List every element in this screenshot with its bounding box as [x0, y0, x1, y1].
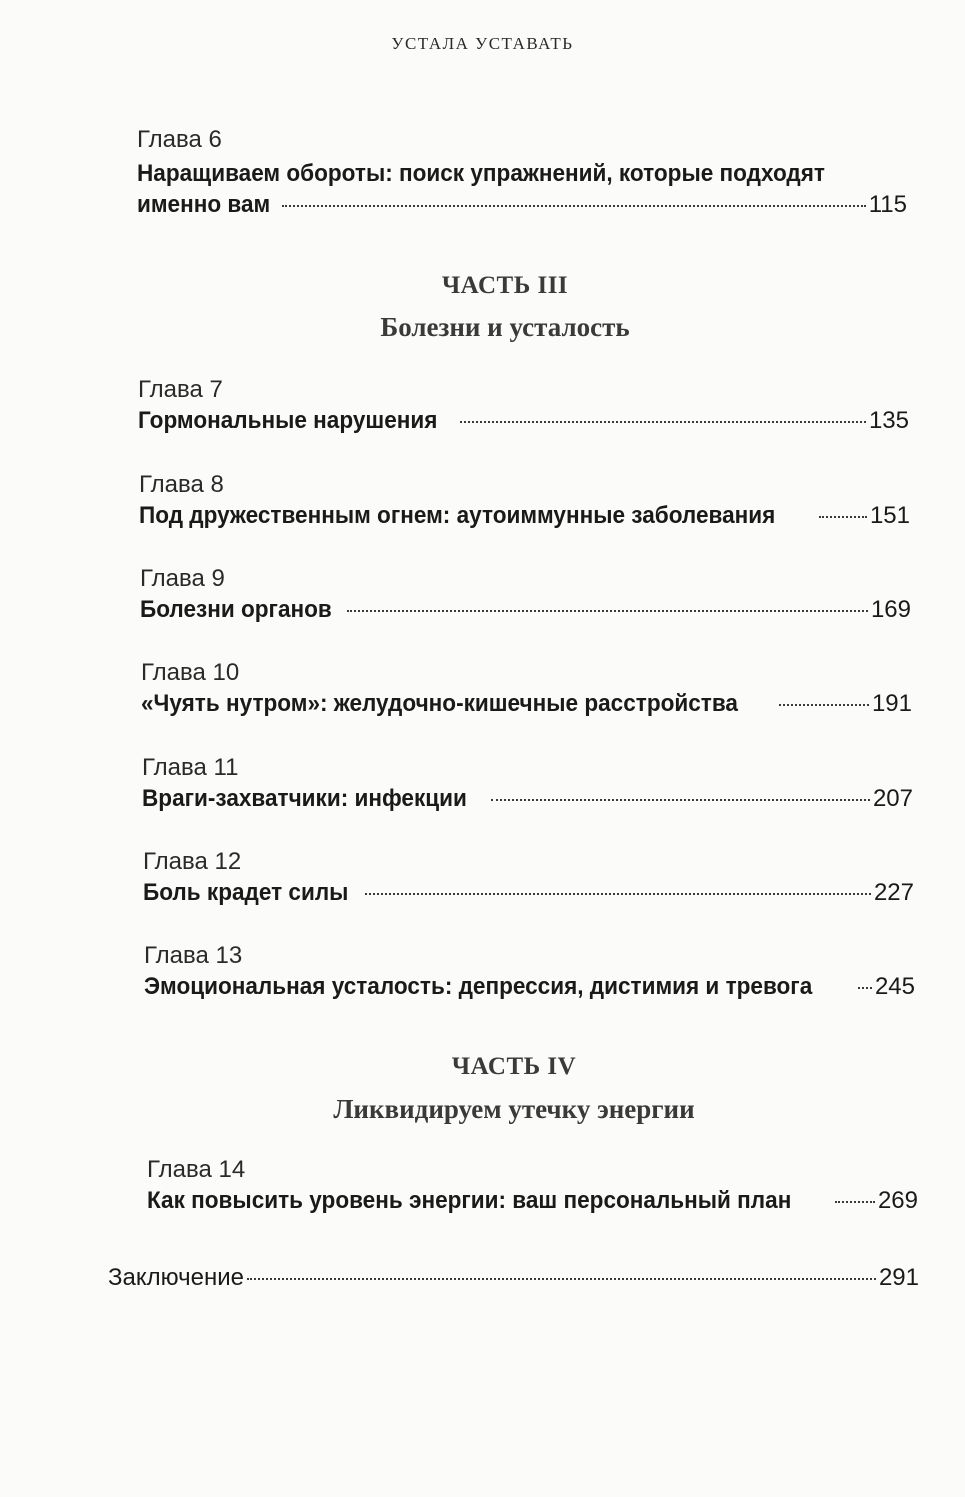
chapter-14-title: Как повысить уровень энергии: ваш персональный план	[147, 1187, 792, 1214]
leader-dots	[819, 516, 867, 518]
leader-dots	[282, 205, 866, 207]
chapter-7-entry[interactable]	[138, 406, 909, 436]
leader-dots	[460, 421, 866, 423]
chapter-10-title: «Чуять нутром»: желудочно-кишечные расстройства	[141, 690, 738, 717]
leader-dots	[365, 893, 871, 895]
chapter-9-label: Глава 9	[140, 565, 225, 592]
chapter-6-entry[interactable]	[137, 190, 907, 220]
chapter-12-title: Боль крадет силы	[143, 879, 349, 906]
chapter-13-page: 245	[874, 973, 915, 1000]
chapter-11-title: Враги-захватчики: инфекции	[142, 785, 467, 812]
chapter-7-label: Глава 7	[138, 376, 223, 403]
leader-dots	[779, 704, 869, 706]
chapter-14-label: Глава 14	[147, 1156, 246, 1183]
chapter-13-title: Эмоциональная усталость: депрессия, дистимия и тревога	[144, 973, 813, 1000]
chapter-9-page: 169	[870, 596, 911, 623]
chapter-10-page: 191	[871, 690, 912, 717]
chapter-13-label: Глава 13	[144, 942, 243, 969]
chapter-10-entry[interactable]	[141, 689, 912, 719]
chapter-11-page: 207	[872, 785, 913, 812]
chapter-11-entry[interactable]	[142, 784, 913, 814]
part-4-number: ЧАСТЬ IV	[451, 1053, 577, 1080]
chapter-10-label: Глава 10	[141, 659, 240, 686]
chapter-8-page: 151	[869, 502, 910, 529]
leader-dots	[247, 1278, 876, 1280]
chapter-8-title: Под дружественным огнем: аутоиммунные заболевания	[139, 502, 776, 529]
part-3-number: ЧАСТЬ III	[441, 272, 569, 299]
chapter-12-page: 227	[873, 879, 914, 906]
conclusion-entry[interactable]	[108, 1263, 919, 1293]
chapter-6-title-line2: именно вам	[137, 191, 271, 218]
chapter-6-title-line1: Наращиваем обороты: поиск упражнений, которые подходят	[137, 160, 825, 187]
part-4-title: Ликвидируем утечку энергии	[333, 1094, 695, 1124]
conclusion-title: Заключение	[108, 1264, 244, 1291]
chapter-9-entry[interactable]	[140, 595, 911, 625]
chapter-9-title: Болезни органов	[140, 596, 332, 623]
part-3-title: Болезни и усталость	[380, 312, 630, 342]
chapter-12-label: Глава 12	[143, 848, 242, 875]
leader-dots	[835, 1201, 875, 1203]
leader-dots	[491, 799, 870, 801]
chapter-12-entry[interactable]	[143, 878, 914, 908]
running-head: УСТАЛА УСТАВАТЬ	[391, 34, 574, 53]
conclusion-page: 291	[878, 1264, 919, 1291]
chapter-6-page: 115	[868, 191, 907, 218]
chapter-7-page: 135	[868, 407, 909, 434]
chapter-8-entry[interactable]	[139, 501, 910, 531]
chapter-14-page: 269	[877, 1187, 918, 1214]
leader-dots	[858, 987, 872, 989]
chapter-13-entry[interactable]	[144, 972, 915, 1002]
chapter-8-label: Глава 8	[139, 471, 224, 498]
chapter-11-label: Глава 11	[142, 754, 239, 781]
chapter-6-label: Глава 6	[137, 126, 222, 153]
leader-dots	[347, 610, 868, 612]
chapter-7-title: Гормональные нарушения	[138, 407, 438, 434]
chapter-14-entry[interactable]	[147, 1186, 918, 1216]
